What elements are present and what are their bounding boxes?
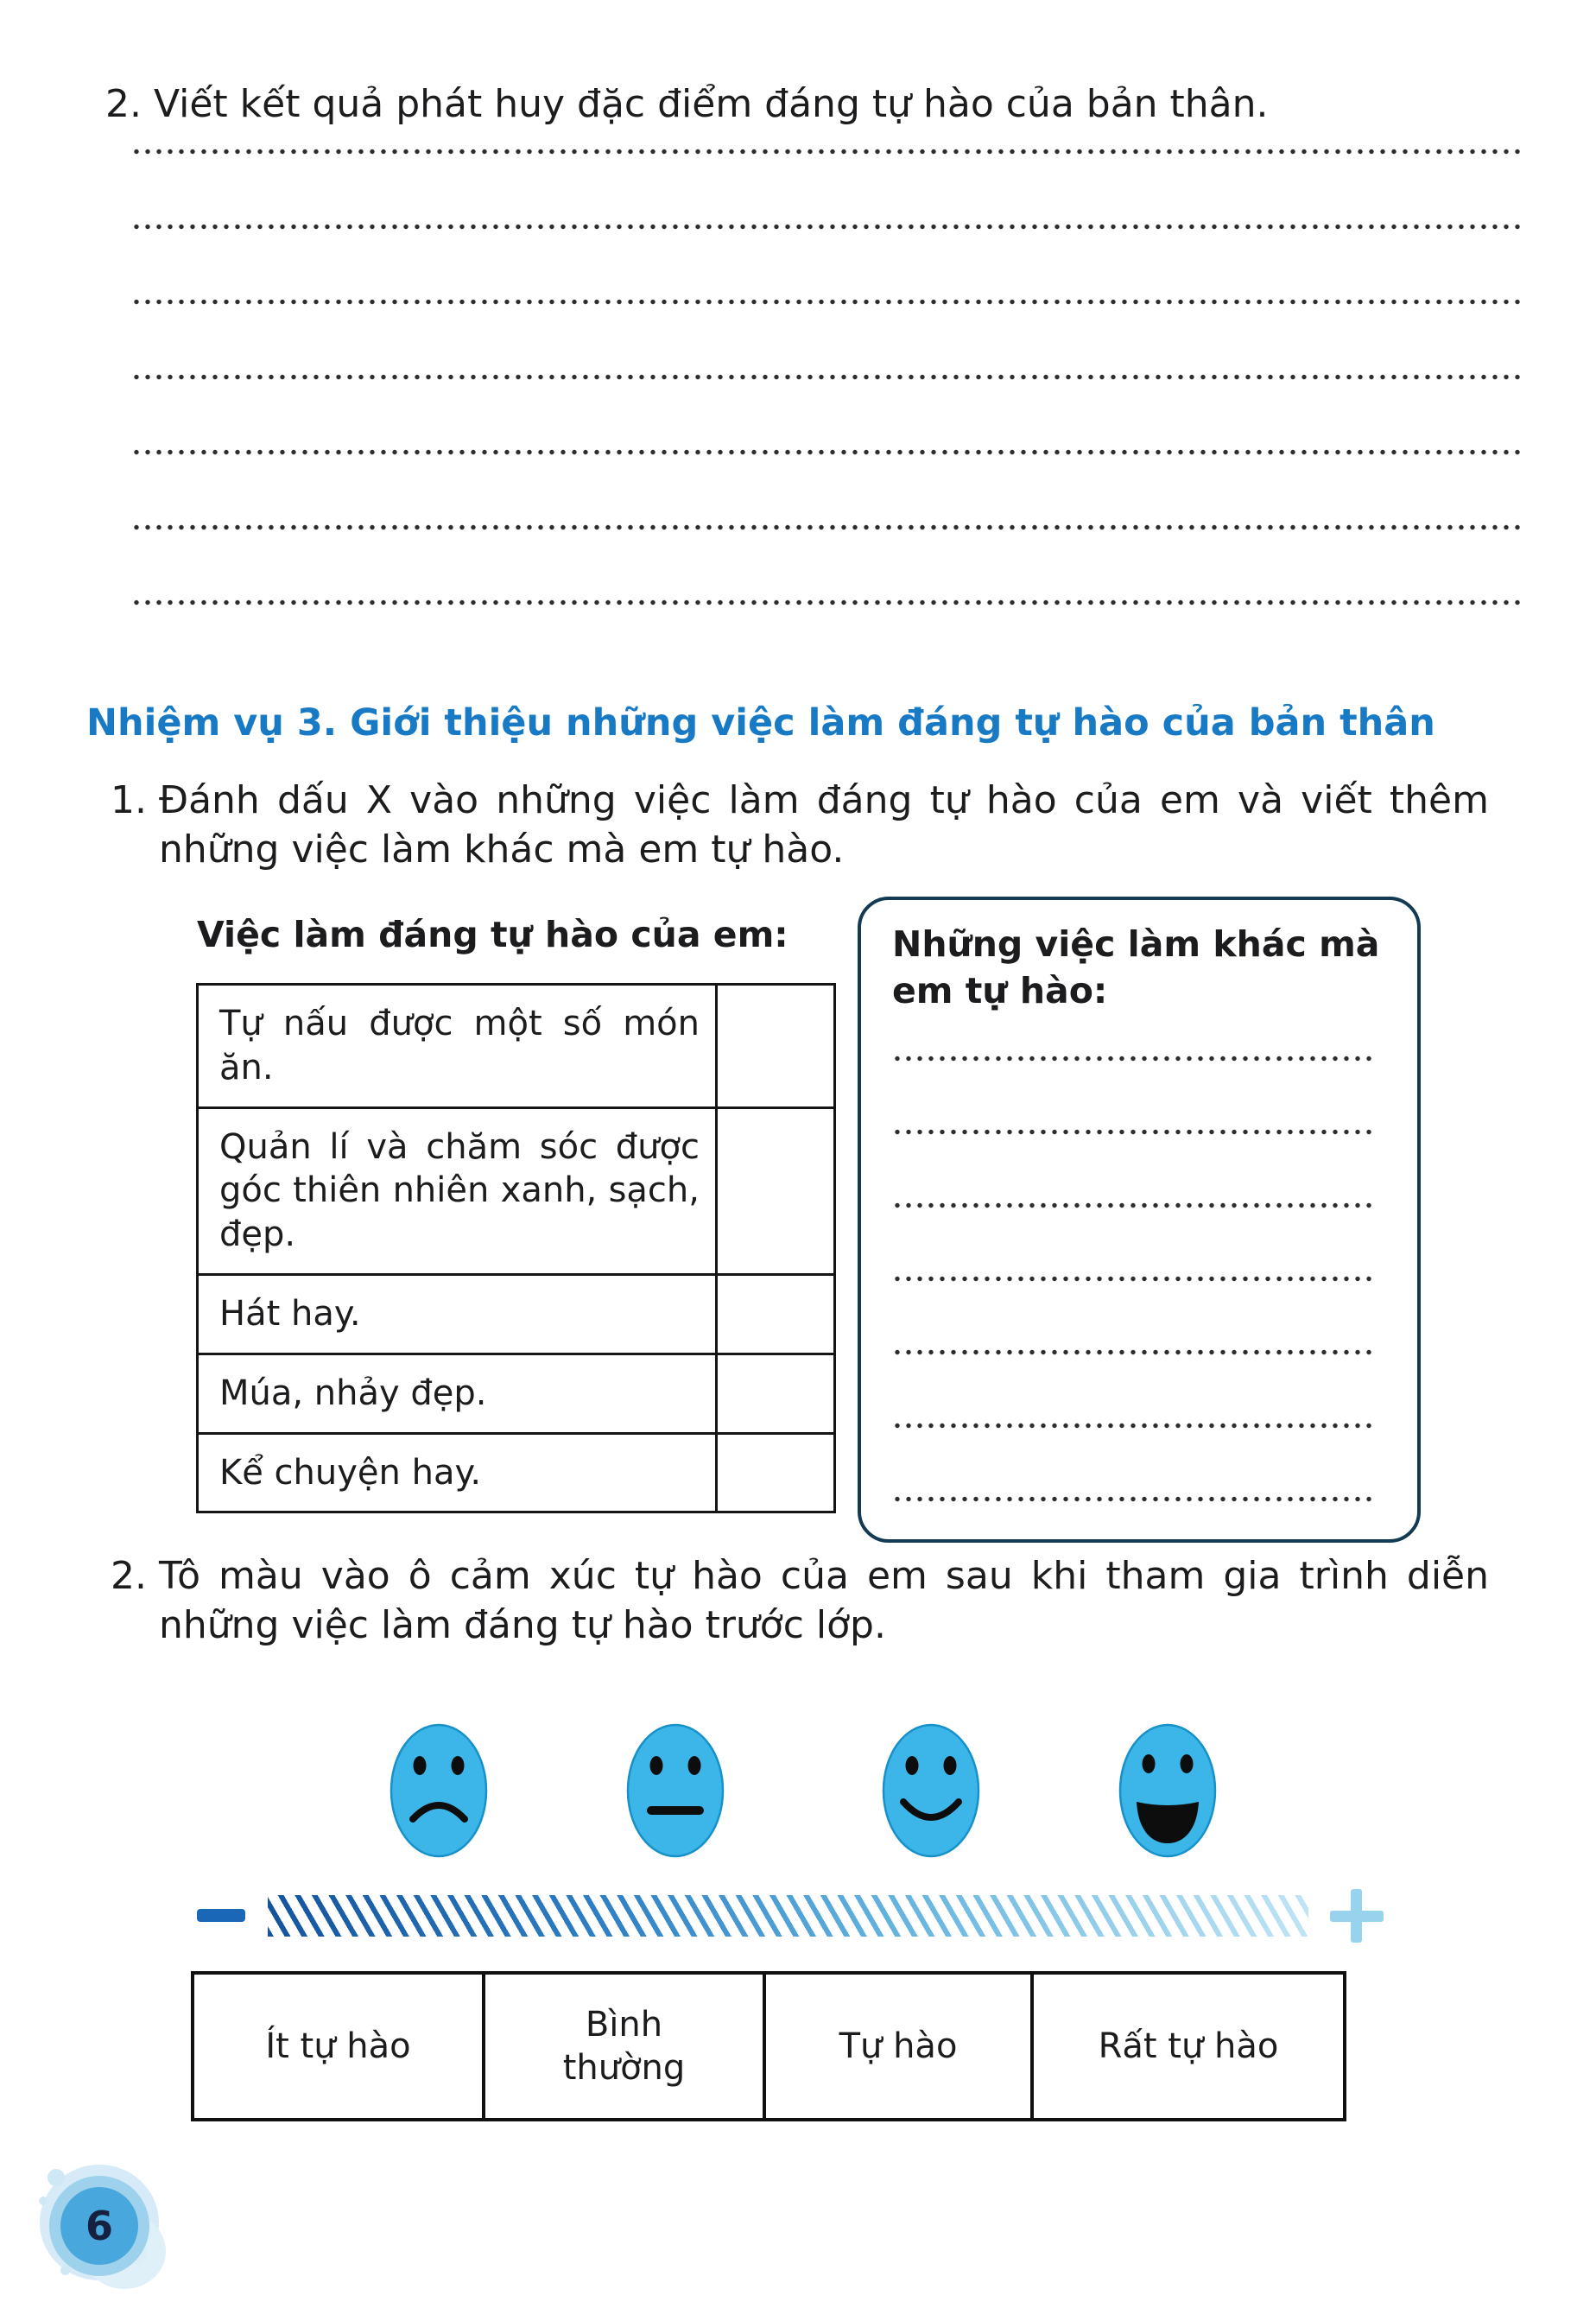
- action-label: Kể chuyện hay.: [219, 1452, 482, 1493]
- action-label: Tự nấu được một số món ăn.: [219, 1004, 700, 1087]
- item-2-number: 2.: [111, 1554, 147, 1598]
- write-line[interactable]: [895, 1056, 1371, 1062]
- write-line[interactable]: [134, 224, 1526, 230]
- intensity-gradient-bar: [268, 1895, 1308, 1937]
- action-label: Múa, nhảy đẹp.: [219, 1373, 487, 1413]
- smile-face-icon[interactable]: [881, 1722, 981, 1859]
- write-line[interactable]: [134, 524, 1526, 530]
- write-line[interactable]: [134, 449, 1526, 455]
- pride-scale-table: [191, 1971, 1346, 2121]
- write-line[interactable]: [134, 374, 1526, 380]
- exercise-2-prompt: [105, 79, 1522, 129]
- table-row: [199, 1109, 833, 1276]
- write-line[interactable]: [895, 1276, 1371, 1282]
- item-1-number: 1.: [111, 778, 147, 822]
- page-number: 6: [85, 2203, 113, 2249]
- badge-bubble: [48, 2169, 65, 2186]
- checkbox-cell[interactable]: [715, 1355, 833, 1432]
- scale-label: Bình thường: [562, 2005, 686, 2088]
- task-3-heading: Nhiệm vụ 3. Giới thiệu những việc làm đáng tự hào của bản thân: [86, 701, 1435, 745]
- neutral-face-icon[interactable]: [625, 1722, 725, 1859]
- write-line[interactable]: [895, 1423, 1371, 1429]
- table-row: [199, 1276, 833, 1355]
- sad-face-icon[interactable]: [389, 1722, 489, 1859]
- write-line[interactable]: [895, 1496, 1371, 1502]
- table-row: [199, 1355, 833, 1435]
- scale-cell-binh-thuong[interactable]: [482, 1975, 763, 2118]
- badge-bubble: [39, 2197, 48, 2205]
- other-actions-title: Những việc làm khác mà em tự hào:: [892, 923, 1380, 1012]
- write-line[interactable]: [134, 149, 1526, 155]
- big-smile-face-icon[interactable]: [1118, 1722, 1218, 1859]
- checkbox-cell[interactable]: [715, 1109, 833, 1273]
- plus-icon: [1351, 1889, 1362, 1943]
- write-line[interactable]: [134, 599, 1526, 606]
- scale-label: Ít tự hào: [265, 2026, 411, 2066]
- write-line[interactable]: [895, 1349, 1371, 1355]
- scale-cell-tu-hao[interactable]: [763, 1975, 1030, 2118]
- checkbox-cell[interactable]: [715, 1276, 833, 1353]
- page-number-badge: [60, 2187, 138, 2265]
- other-actions-box: [858, 897, 1421, 1543]
- exercise-2-number: 2.: [105, 82, 142, 126]
- task3-item-1-prompt: [111, 776, 1489, 874]
- proud-actions-table: [196, 983, 836, 1513]
- write-line[interactable]: [895, 1202, 1371, 1208]
- action-label: Quản lí và chăm sóc được góc thiên nhiên xanh, sạch, đẹp.: [219, 1126, 700, 1255]
- scale-label: Rất tự hào: [1098, 2026, 1279, 2066]
- checkbox-cell[interactable]: [715, 986, 833, 1106]
- table-row: [199, 986, 833, 1109]
- write-line[interactable]: [134, 299, 1526, 305]
- write-line[interactable]: [895, 1129, 1371, 1135]
- minus-icon: [197, 1909, 245, 1922]
- checkbox-cell[interactable]: [715, 1435, 833, 1512]
- exercise-2-text: Viết kết quả phát huy đặc điểm đáng tự hào của bản thân.: [153, 82, 1269, 126]
- item-2-text: Tô màu vào ô cảm xúc tự hào của em sau khi tham gia trình diễn những việc làm đáng tự hào trước lớp.: [158, 1554, 1489, 1648]
- item-1-text: Đánh dấu X vào những việc làm đáng tự hào của em và viết thêm những việc làm khác mà em tự hào.: [158, 778, 1489, 872]
- scale-cell-rat-tu-hao[interactable]: [1030, 1975, 1343, 2118]
- scale-cell-it-tu-hao[interactable]: [194, 1975, 482, 2118]
- action-label: Hát hay.: [219, 1293, 361, 1334]
- proud-table-title: Việc làm đáng tự hào của em:: [197, 914, 788, 955]
- scale-label: Tự hào: [839, 2026, 958, 2066]
- badge-bubble: [60, 2266, 70, 2275]
- table-row: [199, 1435, 833, 1512]
- task3-item-2-prompt: [111, 1551, 1489, 1650]
